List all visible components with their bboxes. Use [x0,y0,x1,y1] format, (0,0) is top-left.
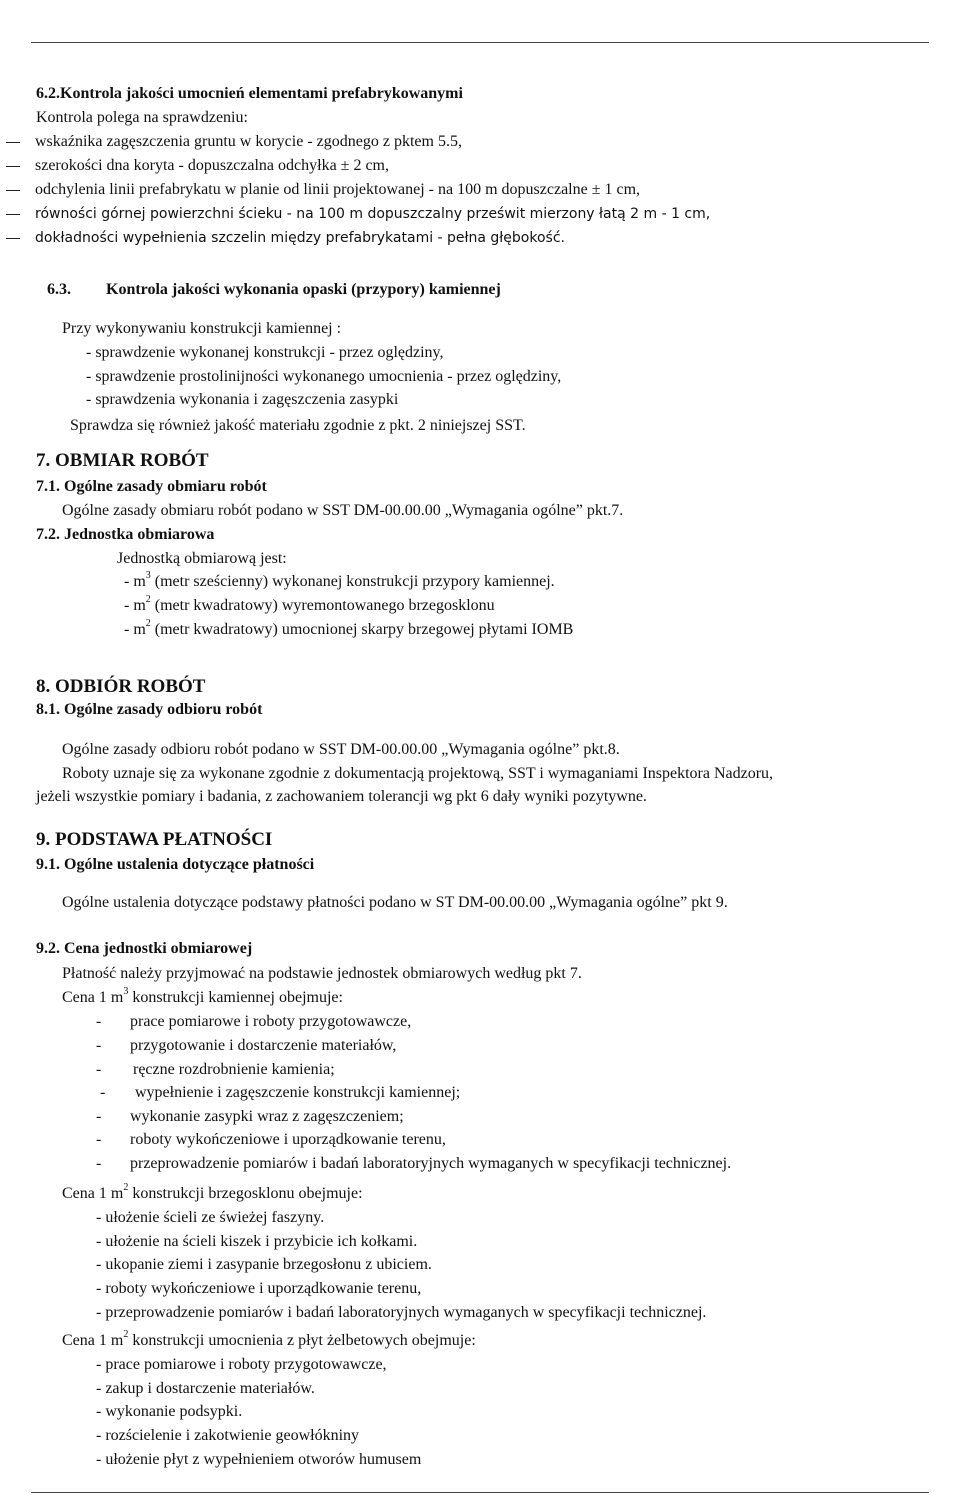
list-dash: - [96,1061,102,1078]
list-item: ręczne rozdrobnienie kamienia; [133,1061,335,1078]
bullet-dash [6,190,20,191]
section-6-2-title: 6.2.Kontrola jakości umocnień elementami prefabrykowanymi [36,85,463,102]
list-item: - ukopanie ziemi i zasypanie brzegosłonu z ubiciem. [96,1256,432,1273]
section-8-title: 8. ODBIÓR ROBÓT [36,676,206,697]
list-item: wskaźnika zagęszczenia gruntu w korycie - zgodnego z pktem 5.5, [35,133,462,150]
section-8-paragraph-line2: jeżeli wszystkie pomiary i badania, z zachowaniem tolerancji wg pkt 6 dały wyniki pozytywne. [36,788,647,805]
section-8-1-title: 8.1. Ogólne zasady odbioru robót [36,701,263,718]
list-item: równości górnej powierzchni ścieku - na 100 m dopuszczalny prześwit mierzony łatą 2 m - 1 cm, [35,206,711,222]
section-9-title: 9. PODSTAWA PŁATNOŚCI [36,829,273,850]
section-8-1-text: Ogólne zasady odbioru robót podano w SST DM-00.00.00 „Wymagania ogólne” pkt.8. [62,741,620,758]
list-item: - rozścielenie i zakotwienie geowłókniny [96,1427,360,1444]
section-9-1-text: Ogólne ustalenia dotyczące podstawy płatności podano w ST DM-00.00.00 „Wymagania ogólne” pkt 9. [62,894,728,911]
list-item: - wykonanie podsypki. [96,1403,243,1420]
unit-item: - $m^2$ (metr kwadratowy) umocnionej skarpy brzegowej płytami IOMB [124,617,574,638]
bullet-dash [6,166,20,167]
list-item: - ułożenie na ścieli kiszek i przybicie ich kołkami. [96,1233,418,1250]
list-item: - roboty wykończeniowe i uporządkowanie terenu, [96,1280,422,1297]
list-dash: - [96,1155,102,1172]
list-item: - sprawdzenie wykonanej konstrukcji - przez oględziny, [86,344,444,361]
list-item: dokładności wypełnienia szczelin między prefabrykatami - pełna głębokość. [35,230,565,246]
section-7-1-text: Ogólne zasady obmiaru robót podano w SST DM-00.00.00 „Wymagania ogólne” pkt.7. [62,502,624,519]
list-item: wykonanie zasypki wraz z zagęszczeniem; [130,1108,404,1125]
section-6-3-intro: Przy wykonywaniu konstrukcji kamiennej : [62,320,342,337]
section-6-2-intro: Kontrola polega na sprawdzeniu: [36,109,248,126]
list-item: - sprawdzenie prostolinijności wykonanego umocnienia - przez oględziny, [86,368,562,385]
list-dash: - [100,1084,106,1101]
bottom-divider [31,1492,929,1493]
list-dash: - [96,1037,102,1054]
unit-item: - $m^2$ (metr kwadratowy) wyremontowanego brzegosklonu [124,593,495,614]
section-9-2-title: 9.2. Cena jednostki obmiarowej [36,940,253,957]
bullet-dash [6,238,20,239]
list-item: szerokości dna koryta - dopuszczalna odchyłka ± 2 cm, [35,157,389,174]
list-dash: - [96,1108,102,1125]
list-item: przeprowadzenie pomiarów i badań laboratoryjnych wymaganych w specyfikacji technicznej. [130,1155,732,1172]
section-9-1-title: 9.1. Ogólne ustalenia dotyczące płatności [36,856,315,873]
section-7-title: 7. OBMIAR ROBÓT [36,450,209,471]
cena-2-heading: Cena 1 $m^2$ konstrukcji brzegosklonu obejmuje: [62,1181,363,1202]
cena-1-heading: Cena 1 $m^3$ konstrukcji kamiennej obejmuje: [62,985,343,1006]
list-item: prace pomiarowe i roboty przygotowawcze, [130,1013,412,1030]
list-dash: - [96,1013,102,1030]
list-item: roboty wykończeniowe i uporządkowanie terenu, [130,1131,446,1148]
list-item: odchylenia linii prefabrykatu w planie od linii projektowanej - na 100 m dopuszczalne ± 1 cm, [35,181,641,198]
cena-3-heading: Cena 1 $m^2$ konstrukcji umocnienia z płyt żelbetowych obejmuje: [62,1328,476,1349]
bullet-dash [6,214,20,215]
list-item: przygotowanie i dostarczenie materiałów, [130,1037,397,1054]
section-8-paragraph-line1: Roboty uznaje się za wykonane zgodnie z dokumentacją projektową, SST i wymaganiami Inspektora Nadzoru, [62,765,774,782]
list-item: - ułożenie płyt z wypełnieniem otworów humusem [96,1451,422,1468]
section-6-3-title: Kontrola jakości wykonania opaski (przypory) kamiennej [106,281,501,298]
list-item: - zakup i dostarczenie materiałów. [96,1380,315,1397]
section-9-2-intro: Płatność należy przyjmować na podstawie jednostek obmiarowych według pkt 7. [62,965,582,982]
top-divider [31,42,929,43]
section-7-2-title: 7.2. Jednostka obmiarowa [36,526,215,543]
list-item: - ułożenie ścieli ze świeżej faszyny. [96,1209,325,1226]
list-item: - prace pomiarowe i roboty przygotowawcze, [96,1356,387,1373]
section-7-2-intro: Jednostką obmiarową jest: [117,550,287,567]
section-6-3-number: 6.3. [47,281,71,298]
section-6-3-note: Sprawdza się również jakość materiału zgodnie z pkt. 2 niniejszej SST. [70,417,526,434]
list-item: wypełnienie i zagęszczenie konstrukcji kamiennej; [135,1084,461,1101]
bullet-dash [6,142,20,143]
section-7-1-title: 7.1. Ogólne zasady obmiaru robót [36,478,267,495]
list-item: - sprawdzenia wykonania i zagęszczenia zasypki [86,391,399,408]
list-item: - przeprowadzenie pomiarów i badań laboratoryjnych wymaganych w specyfikacji technicznej. [96,1304,707,1321]
list-dash: - [96,1131,102,1148]
unit-item: - $m^3$ (metr sześcienny) wykonanej konstrukcji przypory kamiennej. [124,569,555,590]
